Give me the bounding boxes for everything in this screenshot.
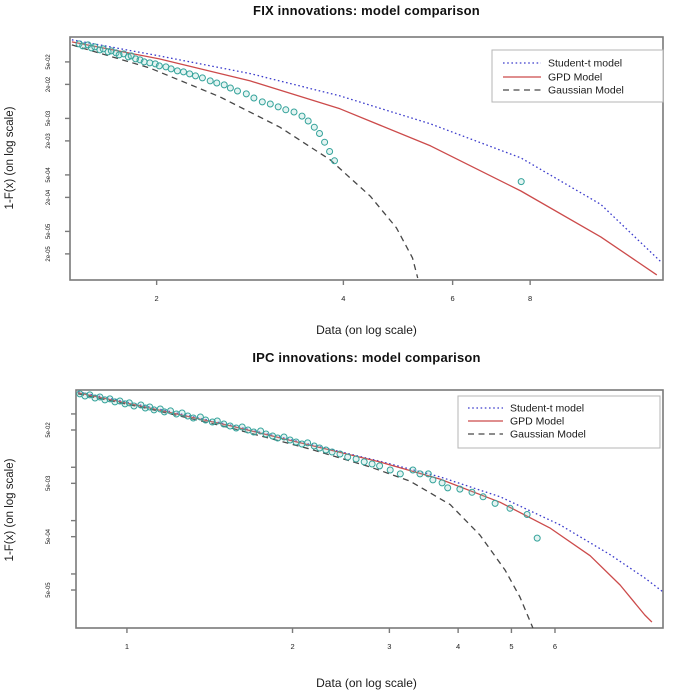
data-point (174, 68, 180, 74)
data-point (168, 408, 174, 414)
data-point (480, 494, 486, 500)
x-tick-label: 8 (528, 294, 533, 303)
data-point (235, 88, 241, 94)
data-point (151, 407, 157, 413)
data-point (317, 131, 323, 137)
y-tick-label: 5e-05 (46, 582, 52, 598)
x-tick-label: 2 (290, 642, 295, 651)
data-point (293, 439, 299, 445)
y-tick-label: 2e-05 (46, 246, 52, 262)
data-point (161, 409, 167, 415)
x-tick-label: 1 (124, 642, 130, 651)
data-point (221, 421, 227, 427)
fix-x-axis-label: Data (on log scale) (316, 323, 417, 337)
data-point (147, 60, 153, 66)
data-point (207, 78, 213, 84)
data-point (311, 124, 317, 130)
data-point (199, 75, 205, 81)
data-point (227, 85, 233, 91)
data-point (275, 104, 281, 110)
data-point (283, 107, 289, 113)
data-point (397, 471, 403, 477)
data-point (214, 418, 220, 424)
data-point (179, 410, 185, 416)
y-tick-label: 2e-02 (46, 76, 52, 93)
data-point (445, 485, 451, 491)
data-point (267, 101, 273, 107)
data-point (233, 425, 239, 431)
data-point (322, 139, 328, 145)
data-point (345, 454, 351, 460)
fix-y-axis-label: 1-F(x) (on log scale) (4, 106, 16, 210)
data-point (524, 512, 530, 518)
data-point (227, 423, 233, 429)
y-tick-label: 5e-03 (46, 110, 52, 127)
y-tick-label: 5e-03 (46, 475, 52, 492)
y-tick-label: 5e-02 (46, 422, 52, 438)
data-point (168, 66, 174, 72)
data-point (181, 69, 187, 75)
data-point (251, 95, 257, 101)
data-point (457, 486, 463, 492)
data-point (251, 429, 257, 435)
y-tick-label: 5e-04 (46, 167, 52, 183)
y-tick-label: 5e-02 (46, 54, 52, 70)
data-point (425, 471, 431, 477)
data-point (507, 505, 513, 511)
y-tick-label: 5e-04 (46, 528, 52, 545)
legend-label: GPD Model (548, 71, 603, 84)
data-point (173, 411, 179, 417)
data-point (327, 149, 333, 155)
data-point (239, 424, 245, 430)
data-point (518, 179, 524, 185)
data-point (263, 431, 269, 437)
data-point (377, 463, 383, 469)
data-point (291, 109, 297, 115)
ipc-chart (46, 390, 663, 651)
y-tick-label: 2e-03 (46, 133, 52, 149)
data-point (243, 91, 249, 97)
data-point (361, 459, 367, 465)
ipc-x-axis-label: Data (on log scale) (316, 676, 417, 690)
data-point (305, 118, 311, 124)
ipc-y-axis-label: 1-F(x) (on log scale) (4, 458, 16, 562)
data-point (430, 477, 436, 483)
fix-chart (46, 37, 663, 303)
data-point (332, 158, 338, 164)
data-point (353, 456, 359, 462)
legend-label: Student-t model (510, 402, 585, 415)
data-point (245, 427, 251, 433)
x-tick-label: 4 (456, 642, 461, 651)
data-point (329, 449, 335, 455)
data-point (259, 99, 265, 105)
data-point (469, 489, 475, 495)
data-point (387, 467, 393, 473)
data-point (190, 415, 196, 421)
data-point (305, 440, 311, 446)
data-point (275, 435, 281, 441)
legend-label: Gaussian Model (510, 428, 586, 441)
data-point (287, 437, 293, 443)
data-point (281, 434, 287, 440)
data-point (337, 451, 343, 457)
x-tick-label: 6 (450, 294, 455, 303)
x-tick-label: 5 (509, 642, 514, 651)
data-point (221, 82, 227, 88)
x-tick-label: 3 (387, 642, 392, 651)
data-point (417, 471, 423, 477)
data-point (299, 441, 305, 447)
fix-chart-title: FIX innovations: model comparison (253, 3, 480, 18)
data-point (187, 71, 193, 77)
data-point (492, 500, 498, 506)
x-tick-label: 6 (552, 642, 558, 651)
data-point (369, 461, 375, 467)
x-tick-label: 2 (154, 294, 159, 303)
data-point (193, 73, 199, 79)
y-tick-label: 2e-04 (46, 189, 52, 206)
x-tick-label: 4 (341, 294, 346, 303)
legend-label: GPD Model (510, 415, 565, 428)
data-point (439, 480, 445, 486)
ipc-chart-title: IPC innovations: model comparison (252, 350, 481, 365)
legend (458, 396, 660, 448)
data-point (299, 113, 305, 119)
data-point (156, 63, 162, 69)
data-point (534, 535, 540, 541)
data-point (317, 445, 323, 451)
data-point (214, 80, 220, 86)
legend-label: Student-t model (548, 57, 623, 70)
data-point (410, 467, 416, 473)
y-tick-label: 5e-05 (46, 223, 52, 240)
legend-label: Gaussian Model (548, 84, 624, 97)
data-point (131, 403, 137, 409)
data-point (203, 417, 209, 423)
data-point (141, 59, 147, 65)
data-point (323, 447, 329, 453)
legend (492, 50, 663, 102)
series-scatter-empirical (76, 41, 524, 185)
